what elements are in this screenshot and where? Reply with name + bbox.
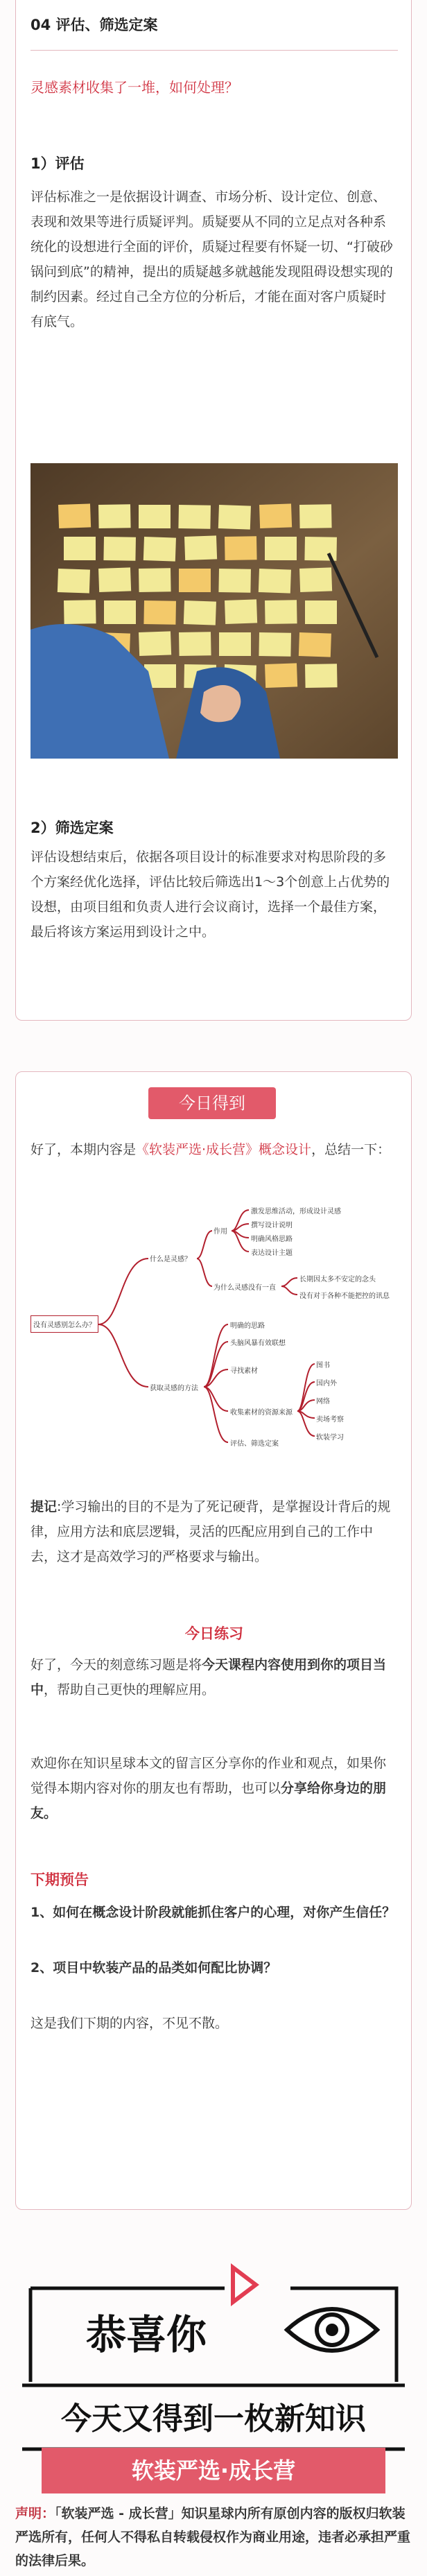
mindmap-branch-1b: 为什么灵感没有一直 <box>214 1284 276 1292</box>
eye-icon <box>284 2302 381 2360</box>
preview-q2: 2、项目中软装产品的品类如何配比协调？ <box>31 1960 277 1976</box>
mindmap-b1b-item: 长期因太多不安定的念头 <box>299 1276 376 1283</box>
section-title: 04 评估、筛选定案 <box>31 17 158 33</box>
summary-intro-highlight: 《软装严选·成长营》概念设计 <box>136 1142 312 1157</box>
practice-title: 今日练习 <box>185 1625 243 1642</box>
congrats-banner <box>17 2261 410 2489</box>
footer-text: 「软装严选 - 成长营」知识星球内所有原创内容的版权归软装严选所有，任何人不得私自转载侵权作为商业用途，违者必承担严重的法律后果。 <box>15 2506 411 2568</box>
mindmap-b2-leaf: 卖场考察 <box>316 1416 344 1424</box>
summary-intro <box>31 1137 398 1162</box>
mindmap-b1-item: 明确风格思路 <box>251 1236 293 1243</box>
mindmap-b2-leaf: 网络 <box>316 1398 330 1406</box>
select-heading: 2）筛选定案 <box>31 820 114 836</box>
brand-badge <box>42 2448 385 2493</box>
mindmap-b2-item: 寻找素材 <box>230 1367 258 1375</box>
mindmap-branch-1: 什么是灵感？ <box>150 1256 191 1263</box>
preview-q1: 1、如何在概念设计阶段就能抓住客户的心理，对你产生信任？ <box>31 1905 396 1920</box>
mindmap-b2-leaf: 软装学习 <box>316 1434 344 1442</box>
title-divider <box>31 50 398 51</box>
sticky-notes-photo <box>31 463 398 759</box>
closing-text: 这是我们下期的内容，不见不散。 <box>31 2016 229 2031</box>
section-question: 灵感素材收集了一堆，如何处理？ <box>31 79 238 96</box>
mindmap-branch-1-sub: 作用 <box>214 1228 227 1236</box>
summary-note-label: 提记 <box>31 1499 58 1514</box>
congrats-subtitle: 今天又得到一枚新知识 <box>61 2401 366 2437</box>
mindmap <box>31 1203 398 1470</box>
share-bold: 分享给你身边的朋友。 <box>31 1781 387 1821</box>
practice-post: ，帮助自己更快的理解应用。 <box>44 1682 216 1697</box>
practice-pre: 好了，今天的刻意练习题是将 <box>31 1657 202 1672</box>
select-text: 评估设想结束后，依据各项目设计的标准要求对构思阶段的多个方案经优化选择，评估比较后筛选出1～3个创意上占优势的设想，由项目组和负责人进行会议商讨，选择一个最佳方案，最后将该方案运用到设计之中。 <box>31 849 390 940</box>
mindmap-b1-item: 激发思维活动，形成设计灵感 <box>251 1208 341 1216</box>
mindmap-b2-item: 明确的思路 <box>230 1322 265 1330</box>
summary-intro-post: ，总结一下： <box>311 1142 391 1157</box>
mindmap-b2-leaf: 图书 <box>316 1362 330 1369</box>
eval-heading: 1）评估 <box>31 155 85 172</box>
footer-label: 声明： <box>15 2506 55 2521</box>
mindmap-b1b-item: 没有对于各种不能把控的讯息 <box>299 1293 390 1300</box>
mindmap-branch-2: 获取灵感的方法 <box>150 1385 198 1392</box>
mindmap-b1-item: 表达设计主题 <box>251 1250 293 1257</box>
share-pre: 欢迎你在知识星球本文的留言区分享你的作业和观点，如果你觉得本期内容对你的朋友也有帮助，也可以 <box>31 1756 387 1796</box>
mindmap-b1-item: 撰写设计说明 <box>251 1222 293 1229</box>
mindmap-b2-item: 评估、筛选定案 <box>230 1440 279 1448</box>
brand-name: 软装严选·成长营 <box>131 2457 296 2484</box>
mindmap-b2-item: 收集素材的资源来源 <box>230 1409 293 1417</box>
practice-text <box>31 1652 398 1702</box>
footer-statement <box>15 2502 412 2573</box>
summary-intro-pre: 好了，本期内容是 <box>31 1142 137 1157</box>
practice-bold: 今天课程内容使用到你的项目当中 <box>31 1657 387 1697</box>
mindmap-b2-leaf: 国内外 <box>316 1380 337 1388</box>
mindmap-b2-item: 头脑风暴有效联想 <box>230 1340 286 1347</box>
mindmap-root: 没有灵感别怎么办？ <box>31 1315 98 1333</box>
summary-pill: 今日得到 <box>148 1087 276 1119</box>
summary-note-text: :学习输出的目的不是为了死记硬背，是掌握设计背后的规律，应用方法和底层逻辑，灵活的匹配应用到自己的工作中去，这才是高效学习的严格要求与输出。 <box>31 1499 391 1564</box>
summary-note <box>31 1494 398 1569</box>
preview-title: 下期预告 <box>31 1872 89 1888</box>
eval-text: 评估标准之一是依据设计调查、市场分析、设计定位、创意、表现和效果等进行质疑评判。质疑要从不同的立足点对各种系统化的设想进行全面的评价，质疑过程要有怀疑一切、“打破砂锅问到底”的精神，提出的质疑越多就越能发现阻碍设想实现的制约因素。经过自己全方位的分析后，才能在面对客户质疑时有底气。 <box>31 189 393 329</box>
congrats-title: 恭喜你 <box>86 2311 207 2358</box>
share-text <box>31 1751 398 1826</box>
